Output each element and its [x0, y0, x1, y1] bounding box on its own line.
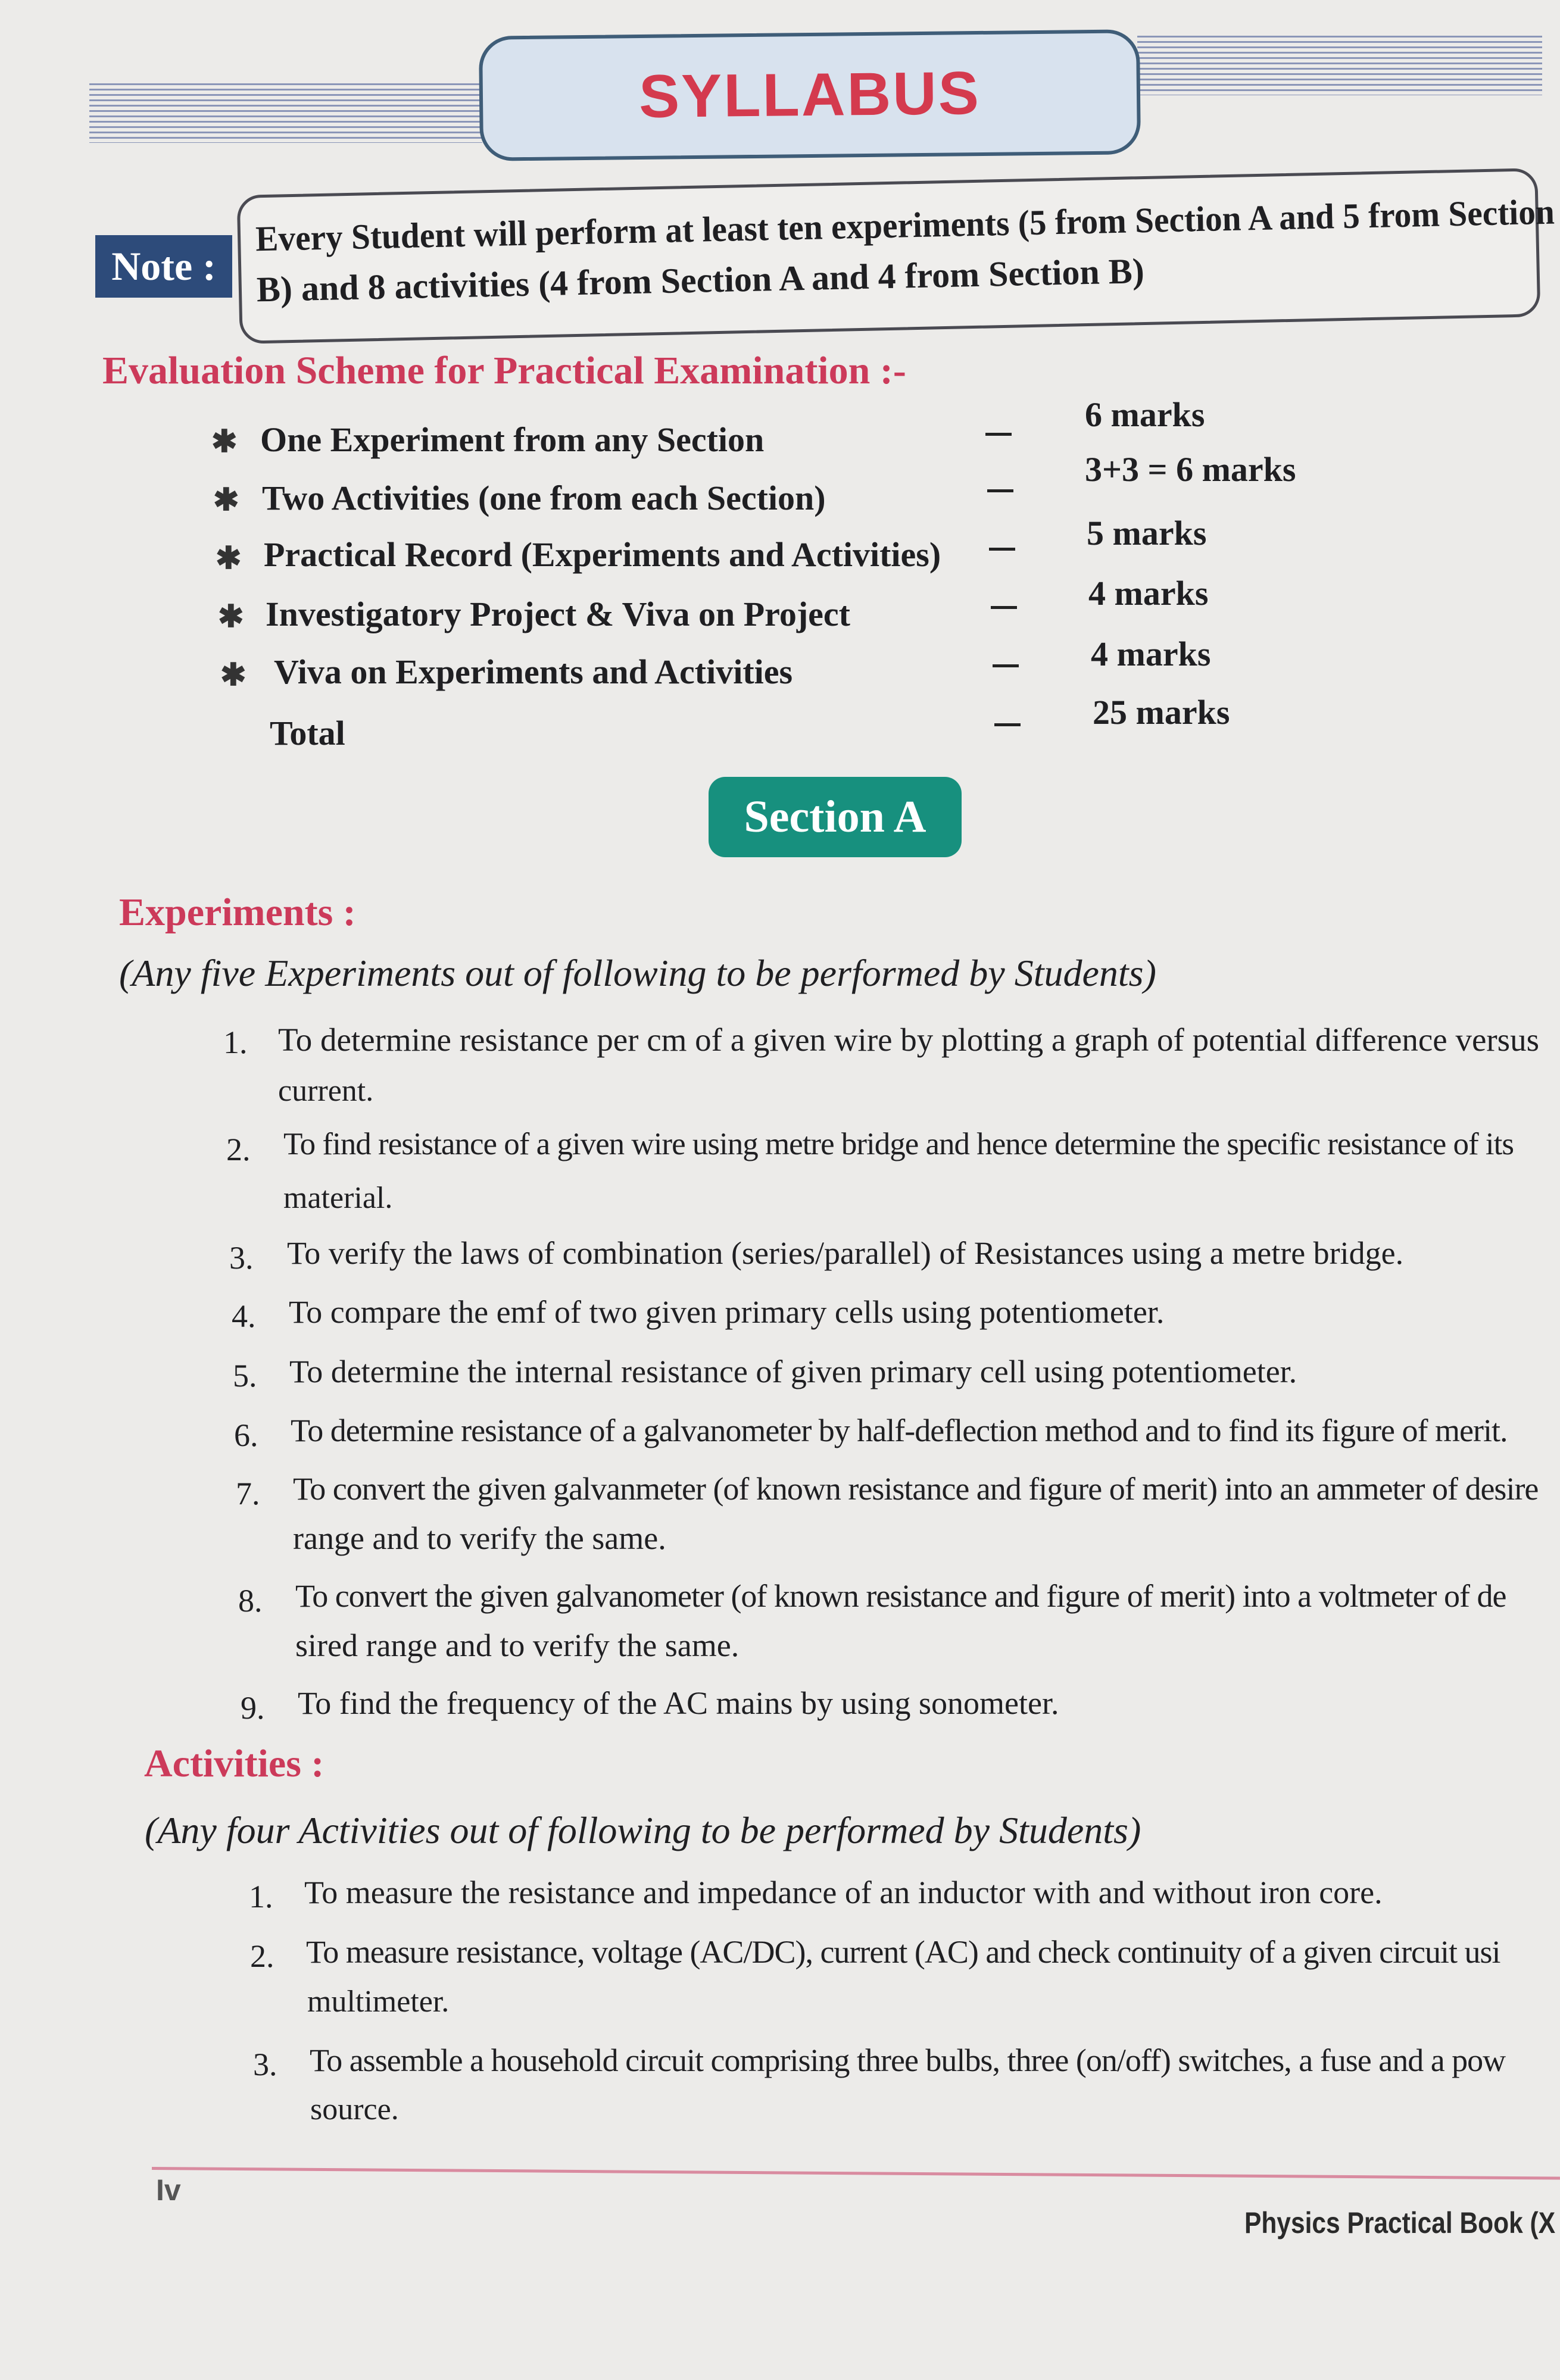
list-item-text: To assemble a household circuit comprising three bulbs, three (on/off) switches, a fuse and a pow — [310, 2042, 1506, 2078]
list-item-number: 7. — [236, 1476, 260, 1511]
dash-separator — [989, 548, 1015, 551]
list-item-number: 5. — [233, 1358, 257, 1394]
note-text-line-2: B) and 8 activities (4 from Section A and 4 from Section B) — [256, 251, 1145, 310]
list-item-number: 6. — [234, 1417, 258, 1453]
list-item-number: 9. — [241, 1690, 265, 1726]
header-stripes-right — [1137, 36, 1542, 95]
list-item-text: To determine resistance per cm of a given wire by plotting a graph of potential difference versus — [278, 1022, 1539, 1058]
book-title: Physics Practical Book (X — [1244, 2206, 1556, 2240]
list-item-text: To convert the given galvanometer (of known resistance and figure of merit) into a voltmeter of de — [295, 1578, 1506, 1614]
list-item-number: 1. — [223, 1025, 248, 1060]
list-item-text: To verify the laws of combination (series/parallel) of Resistances using a metre bridge. — [287, 1235, 1404, 1271]
list-item-text: To find resistance of a given wire using metre bridge and hence determine the specific resistance of its — [283, 1127, 1514, 1161]
evaluation-total-label: Total — [270, 714, 345, 752]
dash-separator — [991, 606, 1017, 609]
list-item-number: 3. — [253, 2047, 277, 2082]
page-title: SYLLABUS — [638, 58, 981, 131]
evaluation-row-label: Investigatory Project & Viva on Project — [266, 595, 850, 633]
list-item-text: To measure the resistance and impedance of an inductor with and without iron core. — [304, 1875, 1383, 1910]
bullet-star-icon: ✱ — [220, 658, 247, 692]
bullet-star-icon: ✱ — [218, 600, 244, 634]
list-item-number: 2. — [250, 1938, 274, 1974]
evaluation-row-label: Practical Record (Experiments and Activities) — [264, 535, 941, 574]
list-item-text: To find the frequency of the AC mains by using sonometer. — [298, 1685, 1059, 1721]
list-item-number: 4. — [232, 1298, 256, 1334]
bullet-star-icon: ✱ — [211, 425, 238, 459]
section-a-badge: Section A — [709, 777, 962, 857]
note-box — [237, 168, 1555, 344]
header-stripes-left — [89, 83, 482, 143]
evaluation-row-marks: 4 marks — [1088, 574, 1209, 613]
evaluation-row-marks: 4 marks — [1091, 635, 1211, 673]
evaluation-row-label: Two Activities (one from each Section) — [262, 479, 826, 517]
list-item-text: sired range and to verify the same. — [295, 1628, 740, 1663]
list-item-number: 1. — [249, 1879, 273, 1914]
bullet-star-icon: ✱ — [213, 483, 239, 517]
evaluation-row-label: Viva on Experiments and Activities — [274, 652, 793, 691]
note-label: Note : — [95, 235, 232, 298]
list-item-text: current. — [278, 1074, 374, 1108]
list-item-number: 8. — [238, 1583, 263, 1619]
evaluation-row-marks: 3+3 = 6 marks — [1085, 450, 1296, 489]
dash-separator — [994, 723, 1021, 726]
evaluation-row-label: One Experiment from any Section — [260, 420, 765, 459]
list-item-text: To compare the emf of two given primary cells using potentiometer. — [289, 1294, 1165, 1330]
evaluation-heading: Evaluation Scheme for Practical Examination :- — [102, 349, 906, 392]
bullet-star-icon: ✱ — [216, 542, 242, 576]
list-item-number: 2. — [226, 1132, 251, 1167]
list-item-text: range and to verify the same. — [293, 1520, 666, 1556]
note-text-line-1: Every Student will perform at least ten experiments (5 from Section A and 5 from Section — [255, 192, 1555, 259]
list-item-text: To determine the internal resistance of given primary cell using potentiometer. — [289, 1354, 1297, 1389]
list-item-text: material. — [283, 1181, 393, 1215]
experiments-heading: Experiments : — [119, 891, 356, 934]
syllabus-banner — [479, 29, 1141, 161]
evaluation-row-marks: 5 marks — [1087, 514, 1207, 552]
dash-separator — [993, 664, 1019, 667]
list-item-text: To determine resistance of a galvanometer by half-deflection method and to find its figure of merit. — [291, 1413, 1508, 1448]
activities-heading: Activities : — [144, 1742, 325, 1785]
list-item-number: 3. — [229, 1240, 254, 1276]
dash-separator — [987, 489, 1013, 492]
list-item-text: multimeter. — [307, 1985, 450, 2019]
list-item-text: source. — [310, 2092, 399, 2126]
dash-separator — [985, 433, 1012, 436]
activities-instruction: (Any four Activities out of following to be performed by Students) — [145, 1809, 1141, 1851]
list-item-text: To measure resistance, voltage (AC/DC), current (AC) and check continuity of a given circuit usi — [306, 1934, 1500, 1970]
evaluation-total-marks: 25 marks — [1093, 693, 1230, 732]
list-item-text: To convert the given galvanmeter (of known resistance and figure of merit) into an ammeter of desire — [293, 1471, 1539, 1507]
page-number: Iv — [156, 2173, 181, 2207]
evaluation-row-marks: 6 marks — [1085, 395, 1205, 434]
experiments-instruction: (Any five Experiments out of following to be performed by Students) — [119, 952, 1156, 994]
footer-rule — [152, 2167, 1560, 2180]
